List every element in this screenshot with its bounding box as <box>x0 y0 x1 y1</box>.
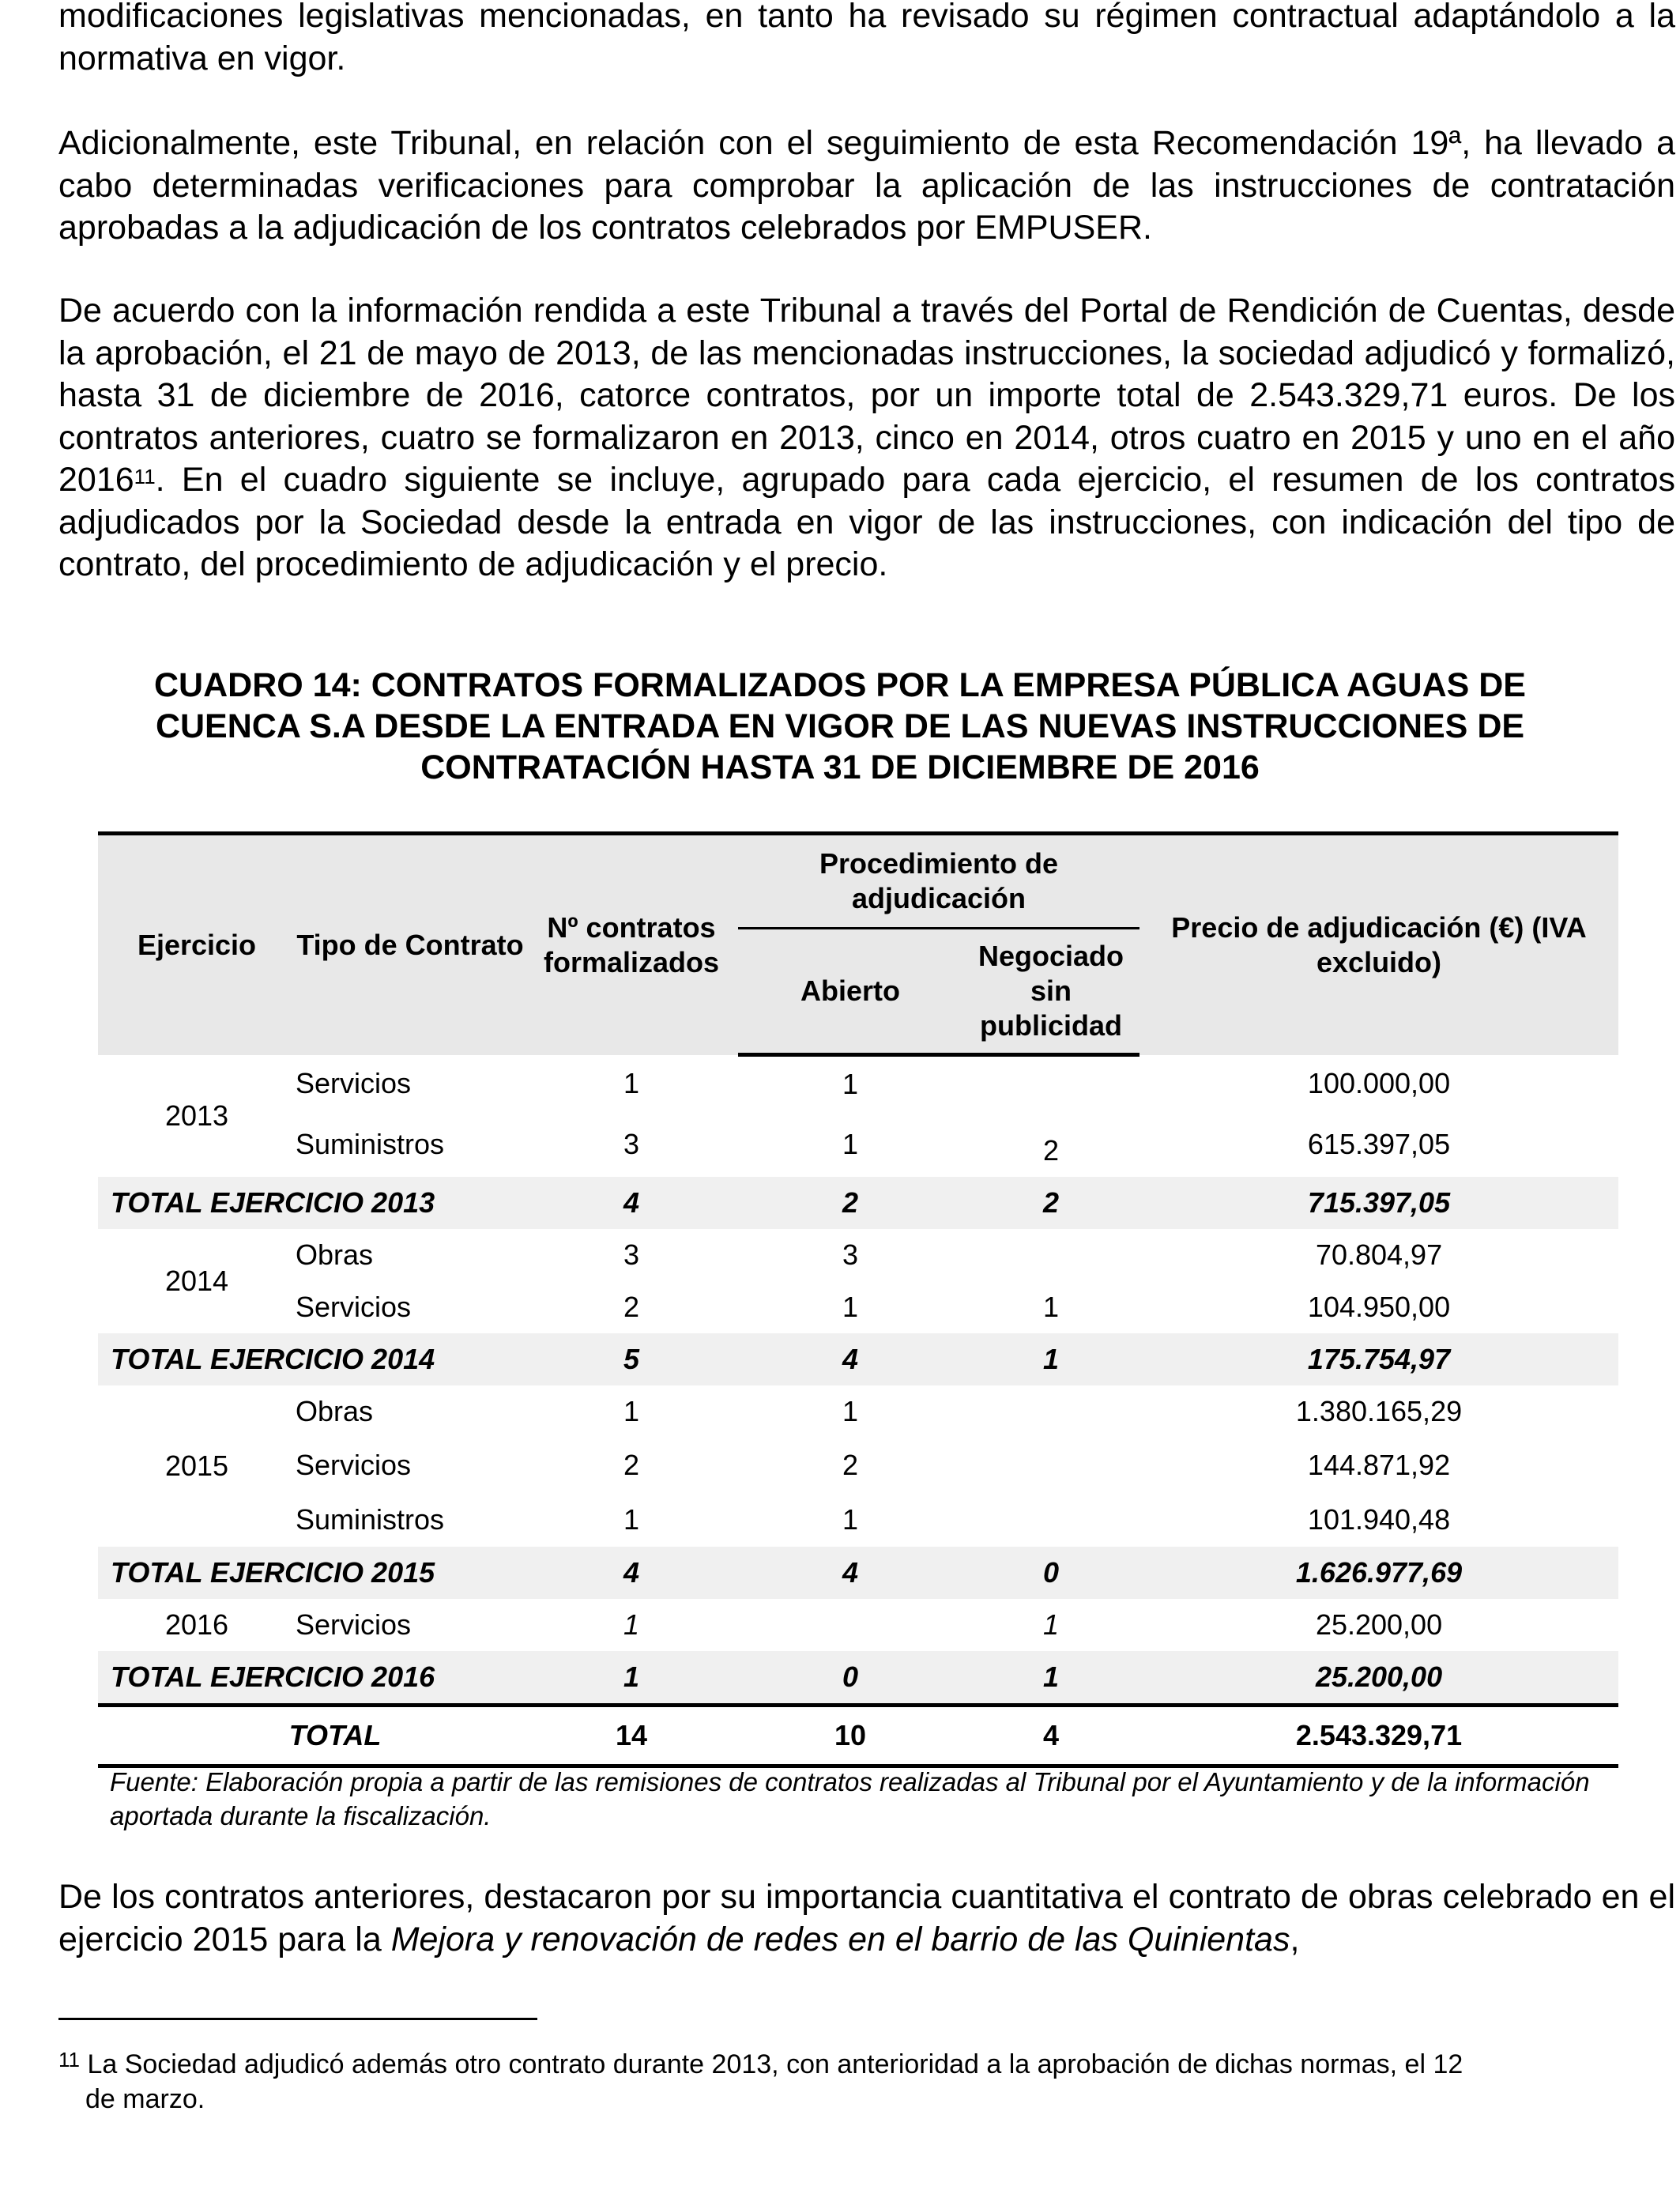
table-row: Servicios 2 2 144.871,92 <box>296 1448 1451 1481</box>
header-ejercicio: Ejercicio <box>98 834 296 1055</box>
contracts-table <box>98 831 1618 1768</box>
header-abierto: Abierto <box>738 929 962 1055</box>
footnote-divider <box>58 2018 537 2020</box>
header-precio: Precio de adjudicación (€) (IVA excluido) <box>1139 834 1618 1055</box>
year-cell: 2015 <box>164 1449 229 1482</box>
header-tipo: Tipo de Contrato <box>296 834 525 1055</box>
table-row: 2014 Obras 3 3 70.804,97 <box>98 1229 1618 1281</box>
table-caption: CUADRO 14: CONTRATOS FORMALIZADOS POR LA EMPRESA PÚBLICA AGUAS DE CUENCA S.A DESDE LA ENTRADA EN VIGOR DE LAS NUEVAS INSTRUCCIONES DE CONTRATACIÓN HASTA 31 DE DICIEMBRE DE 2016 <box>154 666 1526 786</box>
table-row: Suministros 3 1 2 615.397,05 <box>296 1127 1451 1167</box>
footnote-ref[interactable]: 11 <box>134 465 156 488</box>
total-row: TOTAL EJERCICIO 2014 5 4 1 175.754,97 <box>98 1333 1618 1385</box>
paragraph-4: De los contratos anteriores, destacaron por su importancia cuantitativa el contrato de obras celebrado en el ejercicio 2015 para la Mejora y renovación de redes en el barrio de las Quinientas, <box>58 1878 1675 1958</box>
year-cell: 2013 <box>164 1099 229 1132</box>
grand-total-row: TOTAL 14 10 4 2.543.329,71 <box>98 1705 1618 1766</box>
table-row: 2013 Servicios 1 1 100.000,00 <box>98 1055 1618 1112</box>
paragraph-2: Adicionalmente, este Tribunal, en relación con el seguimiento de esta Recomendación 19ª, ha llevado a cabo determinadas verificaciones para comprobar la aplicación de las instrucciones de contratación aprobadas a la adjudicación de los contratos celebrados por EMPUSER. <box>58 124 1675 247</box>
year-cell: 2014 <box>164 1264 229 1297</box>
header-num: Nº contratos formalizados <box>525 834 738 1055</box>
paragraph-3: De acuerdo con la información rendida a este Tribunal a través del Portal de Rendición de Cuentas, desde la aprobación, el 21 de mayo de 2013, de las mencionadas instrucciones, la sociedad adjudicó y formalizó, hasta 31 de diciembre de 2016, catorce contratos, por un importe total de 2.543.329,71 euros. De los contratos anteriores, cuatro se formalizaron en 2013, cinco en 2014, otros cuatro en 2015 y uno en el año 2016$^{11}$. En el cuadro siguiente se incluye, agrupado para cada ejercicio, el resumen de los contratos adjudicados por la Sociedad desde la entrada en vigor de las instrucciones, con indicación del tipo de contrato, del procedimiento de adjudicación y el precio. <box>58 292 1675 583</box>
year-cell: 2016 <box>164 1608 229 1641</box>
header-negociado: Negociado sin publicidad <box>962 929 1139 1055</box>
header-procedimiento: Procedimiento de adjudicación <box>738 834 1139 929</box>
total-row: TOTAL EJERCICIO 2015 4 4 0 1.626.977,69 <box>98 1547 1618 1599</box>
table-row: Servicios 2 1 1 104.950,00 <box>296 1290 1451 1323</box>
table-row: 2016 Servicios 1 1 25.200,00 <box>98 1599 1618 1651</box>
footnote: $^{11}$ La Sociedad adjudicó además otro contrato durante 2013, con anterioridad a la aprobación de dichas normas, el 12 de marzo. <box>58 2048 1463 2114</box>
total-row: TOTAL EJERCICIO 2013 4 2 2 715.397,05 <box>98 1177 1618 1229</box>
paragraph-1: modificaciones legislativas mencionadas, en tanto ha revisado su régimen contractual adaptándolo a la normativa en vigor. <box>58 0 1675 77</box>
total-row: TOTAL EJERCICIO 2016 1 0 1 25.200,00 <box>98 1651 1618 1706</box>
table-row: 2015 Obras 1 1 1.380.165,29 <box>98 1385 1618 1438</box>
table-source: Fuente: Elaboración propia a partir de las remisiones de contratos realizadas al Tribunal por el Ayuntamiento y de la información aportada durante la fiscalización. <box>110 1767 1590 1830</box>
table-row: Suministros 1 1 101.940,48 <box>296 1502 1451 1536</box>
